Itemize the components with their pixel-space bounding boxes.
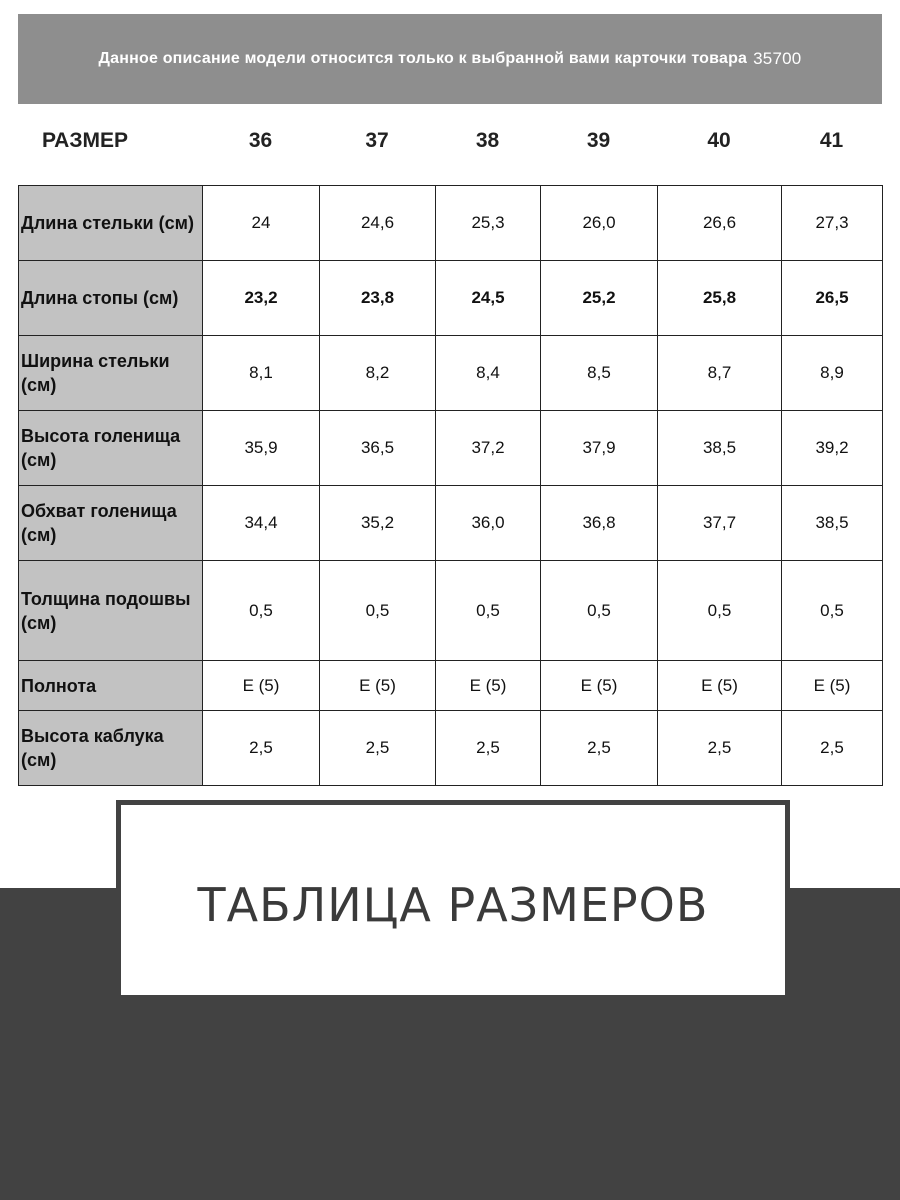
page-title: ТАБЛИЦА РАЗМЕРОВ <box>197 878 709 932</box>
table-cell: 24,5 <box>436 261 541 336</box>
table-cell: 26,6 <box>658 186 782 261</box>
banner-text: Данное описание модели относится только к выбранной вами карточки товара <box>98 50 748 67</box>
row-label: Длина стопы (см) <box>19 261 203 336</box>
description-banner <box>18 14 882 104</box>
table-row <box>19 661 883 711</box>
table-cell: 0,5 <box>782 561 883 661</box>
table-cell: 0,5 <box>203 561 320 661</box>
table-cell: 2,5 <box>436 711 541 786</box>
table-cell: 0,5 <box>658 561 782 661</box>
title-box <box>116 800 790 995</box>
size-header-40: 40 <box>707 129 731 152</box>
table-row <box>19 711 883 786</box>
row-label: Толщина подошвы (см) <box>19 561 203 661</box>
table-cell: 26,0 <box>541 186 658 261</box>
table-row <box>19 186 883 261</box>
table-cell: 39,2 <box>782 411 883 486</box>
table-cell: E (5) <box>541 661 658 711</box>
row-label: Обхват голенища (см) <box>19 486 203 561</box>
table-cell: 2,5 <box>782 711 883 786</box>
size-header-41: 41 <box>819 129 844 152</box>
row-label: Высота голенища (см) <box>19 411 203 486</box>
table-cell: 35,2 <box>320 486 436 561</box>
table-cell: 25,2 <box>541 261 658 336</box>
table-cell: 8,5 <box>541 336 658 411</box>
table-cell: E (5) <box>320 661 436 711</box>
table-cell: 2,5 <box>658 711 782 786</box>
table-row <box>19 411 883 486</box>
table-cell: 23,8 <box>320 261 436 336</box>
table-row <box>19 261 883 336</box>
row-label: Высота каблука (см) <box>19 711 203 786</box>
table-cell: 0,5 <box>320 561 436 661</box>
size-header-label: РАЗМЕР <box>42 129 128 152</box>
table-cell: E (5) <box>658 661 782 711</box>
product-code: 35700 <box>753 49 802 68</box>
table-row <box>19 486 883 561</box>
table-cell: 38,5 <box>658 411 782 486</box>
size-header-row <box>18 106 882 176</box>
table-cell: 36,0 <box>436 486 541 561</box>
size-header-38: 38 <box>475 129 500 152</box>
table-cell: 35,9 <box>203 411 320 486</box>
table-row <box>19 561 883 661</box>
table-cell: E (5) <box>436 661 541 711</box>
table-cell: E (5) <box>782 661 883 711</box>
table-cell: 26,5 <box>782 261 883 336</box>
table-cell: 2,5 <box>541 711 658 786</box>
table-cell: 24,6 <box>320 186 436 261</box>
table-cell: 37,9 <box>541 411 658 486</box>
size-header-37: 37 <box>365 129 389 152</box>
table-cell: 38,5 <box>782 486 883 561</box>
size-header-39: 39 <box>586 129 611 152</box>
table-cell: 36,5 <box>320 411 436 486</box>
table-cell: 34,4 <box>203 486 320 561</box>
table-cell: 36,8 <box>541 486 658 561</box>
table-cell: 37,2 <box>436 411 541 486</box>
size-table <box>18 185 883 786</box>
table-cell: 0,5 <box>541 561 658 661</box>
table-cell: 23,2 <box>203 261 320 336</box>
table-cell: 8,4 <box>436 336 541 411</box>
table-cell: 25,8 <box>658 261 782 336</box>
row-label: Полнота <box>19 661 203 711</box>
table-cell: E (5) <box>203 661 320 711</box>
table-cell: 8,2 <box>320 336 436 411</box>
table-cell: 8,9 <box>782 336 883 411</box>
table-cell: 8,1 <box>203 336 320 411</box>
table-cell: 0,5 <box>436 561 541 661</box>
table-cell: 2,5 <box>203 711 320 786</box>
table-cell: 37,7 <box>658 486 782 561</box>
table-cell: 8,7 <box>658 336 782 411</box>
table-cell: 24 <box>203 186 320 261</box>
table-cell: 27,3 <box>782 186 883 261</box>
row-label: Длина стельки (см) <box>19 186 203 261</box>
size-header-36: 36 <box>248 129 273 152</box>
table-cell: 2,5 <box>320 711 436 786</box>
row-label: Ширина стельки (см) <box>19 336 203 411</box>
table-cell: 25,3 <box>436 186 541 261</box>
table-row <box>19 336 883 411</box>
